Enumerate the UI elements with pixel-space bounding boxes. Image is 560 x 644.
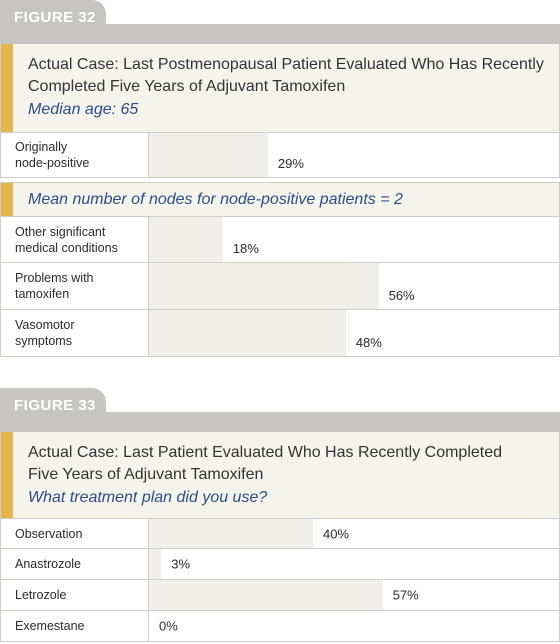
bar	[149, 217, 223, 262]
data-label: 0%	[159, 618, 178, 634]
data-label: 29%	[277, 156, 304, 171]
category-label: Originally node-positive	[1, 133, 149, 177]
bar	[149, 549, 161, 579]
figure-tab: FIGURE 33	[0, 388, 106, 418]
bar	[149, 263, 379, 309]
bar-plot-area	[149, 519, 559, 548]
figure-header	[0, 44, 560, 132]
table-row	[0, 132, 560, 178]
bar-plot-area	[149, 133, 559, 177]
bar-plot-area	[149, 580, 559, 610]
data-label: 56%	[388, 288, 415, 303]
bar	[149, 133, 268, 177]
table-row	[0, 216, 560, 263]
accent-bar	[1, 183, 13, 216]
figure-tab-strip	[0, 388, 560, 432]
bar-plot-area	[149, 263, 559, 309]
category-label: Anastrozole	[1, 549, 149, 579]
bar-plot-area	[149, 549, 559, 579]
table-row	[0, 310, 560, 357]
table-row	[0, 611, 560, 642]
category-label: Other significant medical conditions	[1, 217, 149, 262]
accent-bar	[1, 432, 13, 518]
figure-title-line-1: Actual Case: Last Postmenopausal Patient Evaluated Who Has Recently	[28, 56, 544, 73]
figure-title-line-2: Five Years of Adjuvant Tamoxifen	[28, 466, 264, 483]
figure-33	[0, 388, 560, 642]
bar	[149, 519, 313, 548]
accent-bar	[1, 44, 13, 132]
data-label: 57%	[392, 587, 419, 603]
category-label: Problems with tamoxifen	[1, 263, 149, 309]
figure-tab: FIGURE 32	[0, 0, 106, 30]
category-label: Observation	[1, 519, 149, 548]
figure-subtitle: What treatment plan did you use?	[28, 489, 268, 506]
annotation-text: Mean number of nodes for node-positive patients = 2	[28, 191, 403, 208]
category-label: Letrozole	[1, 580, 149, 610]
figure-title-line-2: Completed Five Years of Adjuvant Tamoxifen	[28, 78, 346, 95]
data-label: 48%	[355, 335, 382, 350]
table-row	[0, 263, 560, 310]
bar-plot-area	[149, 217, 559, 262]
table-row	[0, 549, 560, 580]
table-row	[0, 580, 560, 611]
figure-tab-strip	[0, 0, 560, 44]
data-label: 18%	[232, 241, 259, 256]
figure-header	[0, 432, 560, 518]
figure-subtitle: Median age: 65	[28, 101, 139, 118]
data-label: 3%	[171, 556, 191, 572]
bar	[149, 580, 383, 610]
figure-title-line-1: Actual Case: Last Patient Evaluated Who Has Recently Completed	[28, 444, 503, 461]
category-label: Vasomotor symptoms	[1, 310, 149, 356]
bar	[149, 310, 346, 356]
table-row	[0, 518, 560, 549]
category-label: Exemestane	[1, 611, 149, 641]
bar-plot-area	[149, 310, 559, 356]
bar-plot-area	[149, 611, 559, 641]
annotation-note	[0, 182, 560, 216]
data-label: 40%	[323, 526, 350, 541]
